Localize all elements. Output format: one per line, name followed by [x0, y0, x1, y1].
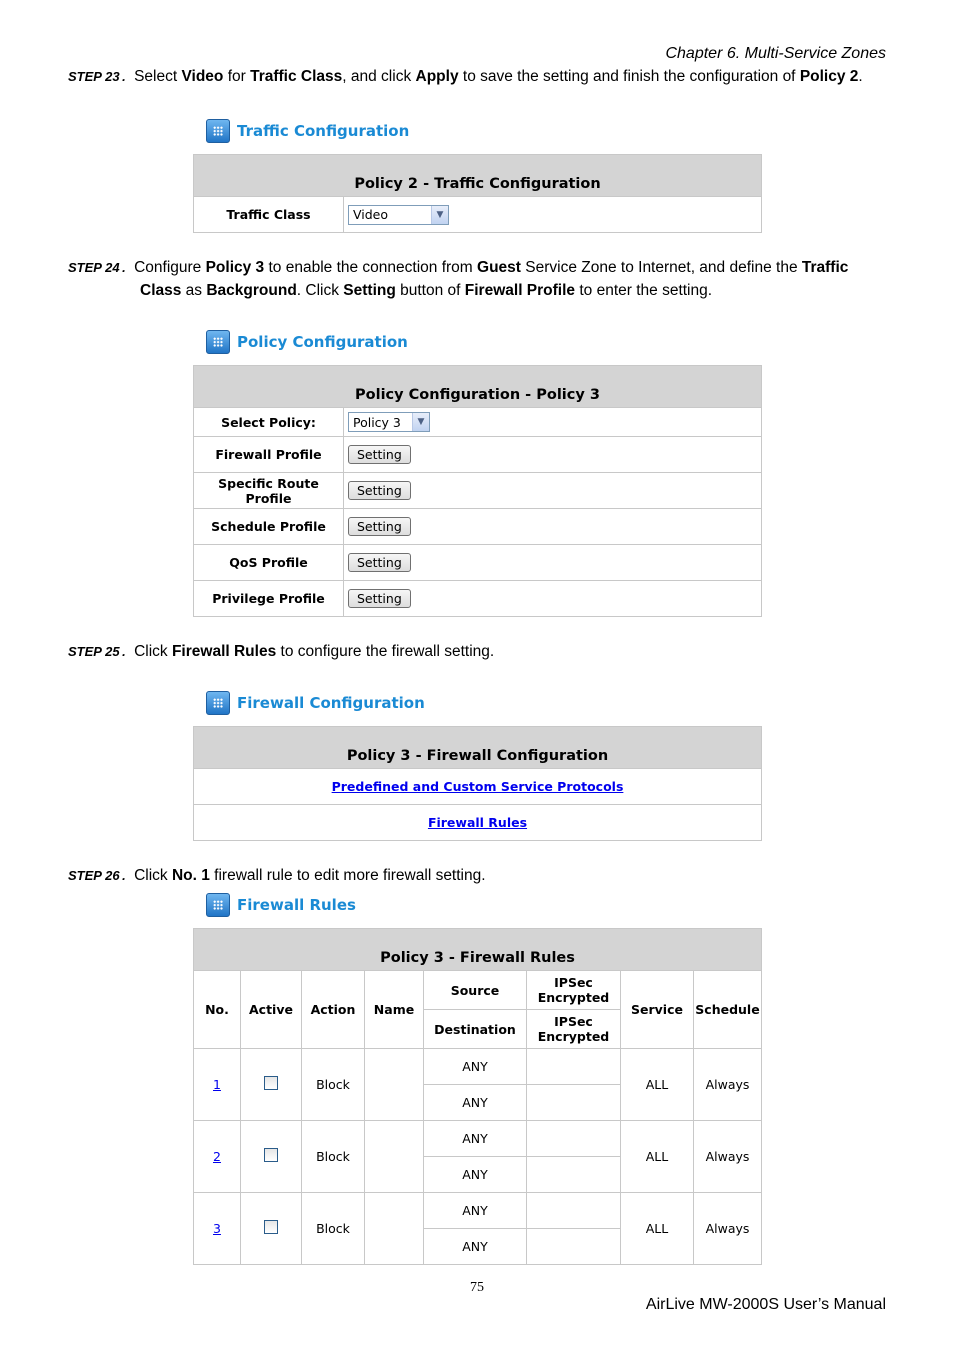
rule-schedule: Always: [694, 1049, 762, 1121]
table-row: [194, 1193, 762, 1229]
rule-service: ALL: [621, 1193, 694, 1265]
grid-icon: [206, 691, 230, 715]
privilege-profile-label: Privilege Profile: [194, 581, 344, 617]
traffic-class-select[interactable]: Video ▼: [348, 205, 449, 225]
rule-destination: ANY: [424, 1157, 527, 1193]
rule-service: ALL: [621, 1121, 694, 1193]
manual-title: AirLive MW-2000S User’s Manual: [645, 1296, 886, 1313]
traffic-class-label: Traffic Class: [194, 197, 344, 233]
service-protocols-link[interactable]: Predefined and Custom Service Protocols: [331, 779, 624, 794]
chapter-header: Chapter 6. Multi-Service Zones: [665, 45, 886, 62]
step-23: STEP 23 . Select Video for Traffic Class, and click Apply to save the setting and finish the configuration of Policy 2.: [68, 68, 863, 85]
qos-profile-setting-button[interactable]: Setting: [348, 553, 411, 572]
step-label: STEP 23 .: [68, 69, 126, 84]
traffic-config-title: Traffic Configuration: [206, 119, 409, 143]
col-source: Source: [424, 971, 527, 1010]
table-title: Policy 2 - Traffic Configuration: [194, 155, 762, 197]
rule-destination: ANY: [424, 1229, 527, 1265]
rule-action: Block: [302, 1049, 365, 1121]
rule-source: ANY: [424, 1049, 527, 1085]
policy-config-table: [193, 365, 762, 617]
firewall-profile-setting-button[interactable]: Setting: [348, 445, 411, 464]
rule-action: Block: [302, 1121, 365, 1193]
step-26: STEP 26 . Click No. 1 firewall rule to edit more firewall setting.: [68, 867, 486, 884]
chevron-down-icon: ▼: [412, 413, 429, 431]
rule-1-active-checkbox[interactable]: [264, 1076, 278, 1090]
table-row: [194, 1049, 762, 1085]
firewall-profile-label: Firewall Profile: [194, 437, 344, 473]
grid-icon: [206, 119, 230, 143]
rule-schedule: Always: [694, 1121, 762, 1193]
rule-2-active-checkbox[interactable]: [264, 1148, 278, 1162]
firewall-rules-table: [193, 928, 762, 1265]
table-title: Policy 3 - Firewall Configuration: [194, 727, 762, 769]
col-active: Active: [241, 971, 302, 1049]
chevron-down-icon: ▼: [431, 206, 448, 224]
firewall-config-title: Firewall Configuration: [206, 691, 425, 715]
select-policy-label: Select Policy:: [194, 408, 344, 437]
grid-icon: [206, 893, 230, 917]
col-schedule: Schedule: [694, 971, 762, 1049]
rule-source: ANY: [424, 1121, 527, 1157]
policy-config-title: Policy Configuration: [206, 330, 408, 354]
table-title: Policy Configuration - Policy 3: [194, 366, 762, 408]
qos-profile-label: QoS Profile: [194, 545, 344, 581]
col-ipsec-source: IPSec Encrypted: [527, 971, 621, 1010]
rule-action: Block: [302, 1193, 365, 1265]
table-title: Policy 3 - Firewall Rules: [194, 929, 762, 971]
col-destination: Destination: [424, 1010, 527, 1049]
rule-3-active-checkbox[interactable]: [264, 1220, 278, 1234]
col-no: No.: [194, 971, 241, 1049]
specific-route-profile-setting-button[interactable]: Setting: [348, 481, 411, 500]
rule-1-link[interactable]: 1: [213, 1077, 221, 1092]
traffic-config-table: [193, 154, 762, 233]
table-row: [194, 1121, 762, 1157]
policy-select[interactable]: Policy 3 ▼: [348, 412, 430, 432]
col-name: Name: [365, 971, 424, 1049]
privilege-profile-setting-button[interactable]: Setting: [348, 589, 411, 608]
schedule-profile-setting-button[interactable]: Setting: [348, 517, 411, 536]
rule-3-link[interactable]: 3: [213, 1221, 221, 1236]
rule-service: ALL: [621, 1049, 694, 1121]
col-service: Service: [621, 971, 694, 1049]
step-24: STEP 24 . Configure Policy 3 to enable the connection from Guest Service Zone to Internet, and define the Traffic Class as Background. Click Setting button of Firewall Profile to enter the setting.: [68, 259, 849, 299]
firewall-rules-title: Firewall Rules: [206, 893, 356, 917]
grid-icon: [206, 330, 230, 354]
col-ipsec-destination: IPSec Encrypted: [527, 1010, 621, 1049]
firewall-rules-link[interactable]: Firewall Rules: [427, 815, 528, 830]
schedule-profile-label: Schedule Profile: [194, 509, 344, 545]
rule-schedule: Always: [694, 1193, 762, 1265]
rule-destination: ANY: [424, 1085, 527, 1121]
step-25: STEP 25 . Click Firewall Rules to configure the firewall setting.: [68, 643, 495, 660]
col-action: Action: [302, 971, 365, 1049]
specific-route-profile-label: Specific Route Profile: [194, 473, 344, 509]
rule-source: ANY: [424, 1193, 527, 1229]
page-number: 75: [470, 1280, 484, 1295]
rule-2-link[interactable]: 2: [213, 1149, 221, 1164]
firewall-config-table: [193, 726, 762, 841]
